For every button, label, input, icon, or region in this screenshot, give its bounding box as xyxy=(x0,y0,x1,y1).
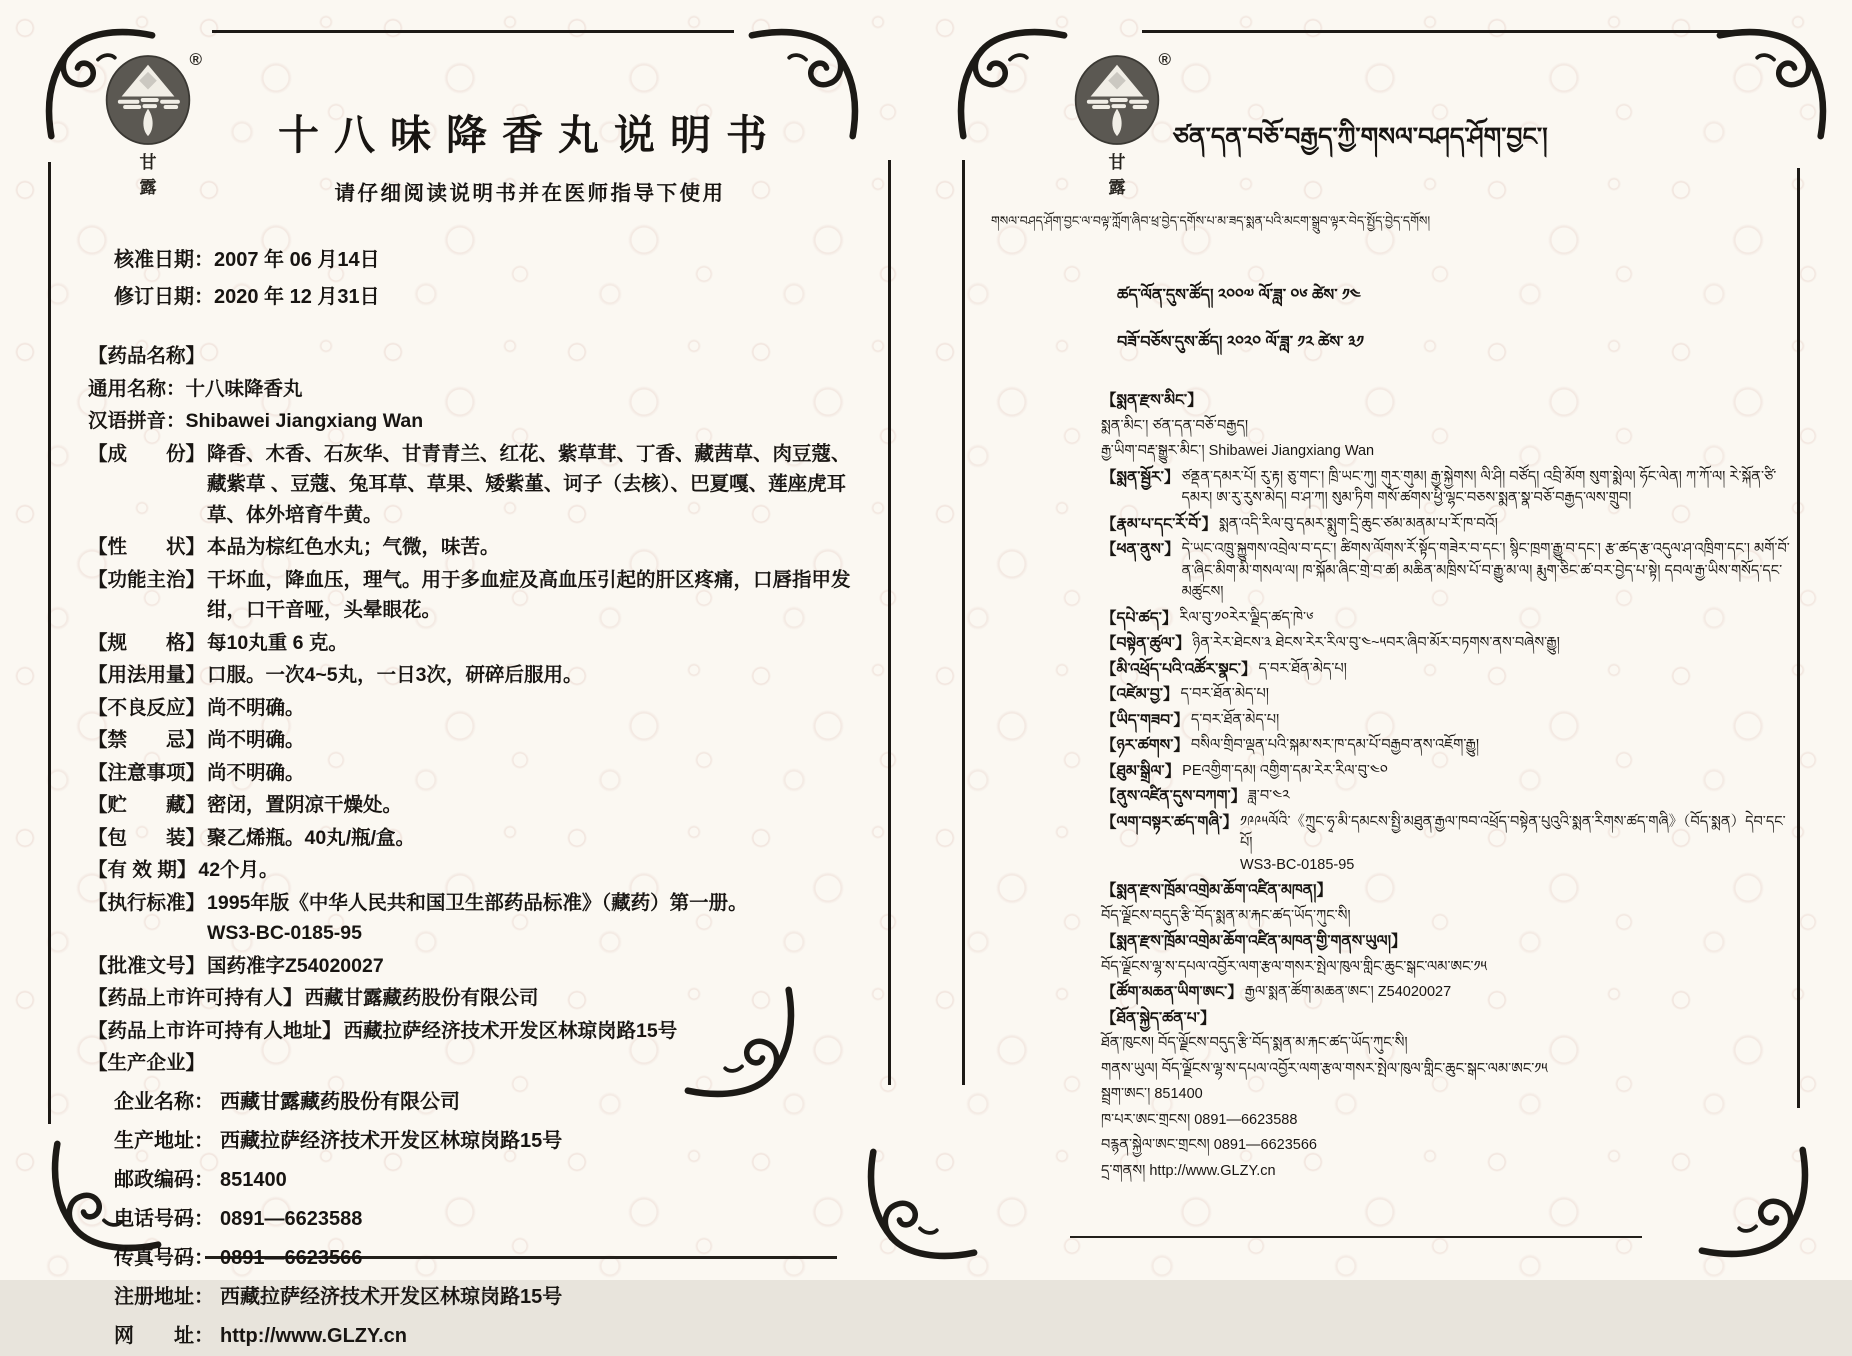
section-text: 西藏甘露藏药股份有限公司 xyxy=(304,987,539,1009)
section-label: 【规 格】 xyxy=(88,631,206,654)
section-label: 【成 份】 xyxy=(88,442,206,465)
info-label: 企业名称： xyxy=(114,1090,214,1113)
section-row xyxy=(1101,1033,1790,1055)
right-page-right-border xyxy=(1797,168,1800,1108)
section-text: སྦྲག་ཨང་། 851400 xyxy=(1101,1086,1203,1102)
section-row xyxy=(1101,761,1790,783)
page-title: 十八味降香丸说明书 xyxy=(278,112,782,158)
section-text-line2: WS3-BC-0185-95 xyxy=(1239,856,1355,873)
section-row xyxy=(88,406,860,437)
page-subtitle-tibetan: གསལ་བཤད་ཤོག་བྱང་ལ་བལྟ་ཀློག་ཞིབ་ཕྲ་བྱེད་དགོས་པ་མ་ཟད་སྨན་པའི་མངག་སྒྲུབ་ལྟར་བེད་སྤྱོད་བྱེད་དགོས། xyxy=(991,214,1431,228)
info-label: 网 址： xyxy=(114,1324,214,1347)
section-label: 【药品名称】 xyxy=(88,345,206,367)
section-text: 干坏血，降血压，理气。用于多血症及高血压引起的肝区疼痛，口唇指甲发绀，口干音哑，头晕眼花。 xyxy=(207,568,851,621)
section-label: 【སྨན་སྦྱོར་】 xyxy=(1101,468,1180,486)
section-row xyxy=(1101,1110,1790,1132)
section-text: རྒྱ་ཡིག་བརྡ་སྒྱུར་མིང་། Shibawei Jiangxiang Wan xyxy=(1101,443,1375,459)
page-title-tibetan: ཙན་དན་བཅོ་བརྒྱད་ཀྱི་གསལ་བཤད་ཤོག་བྱང་། xyxy=(1173,123,1548,151)
info-value: http://www.GLZY.cn xyxy=(220,1324,408,1347)
section-text: 每10丸重 6 克。 xyxy=(207,631,348,654)
section-text-line2: WS3-BC-0185-95 xyxy=(207,922,362,944)
logo-wordmark: 甘 露 xyxy=(1108,153,1152,197)
info-value: 851400 xyxy=(220,1168,287,1191)
section-text: 汉语拼音：Shibawei Jiangxiang Wan xyxy=(88,410,424,432)
section-row xyxy=(1101,1008,1790,1030)
section-row xyxy=(88,823,860,854)
section-text: བརྙན་སྐྱེལ་ཨང་གྲངས། 0891—6623566 xyxy=(1101,1137,1317,1153)
section-label: 【ཕན་ནུས་】 xyxy=(1101,541,1180,558)
section-row xyxy=(1101,1135,1790,1157)
section-row xyxy=(88,758,860,789)
section-text: སྨན་མིང་། ཙན་དན་བཅོ་བརྒྱད། xyxy=(1101,417,1249,434)
section-label: 【贮 藏】 xyxy=(88,794,206,816)
right-page-top-border xyxy=(1142,30,1742,33)
manufacturer-info-row xyxy=(114,1083,860,1122)
section-label: 【སྨན་རྫས་ཁྲོམ་འགྲེམ་ཆོག་འཛིན་མཁན་གྱི་གནས་ཡུལ།】 xyxy=(1101,933,1407,950)
left-page-top-border xyxy=(212,30,734,33)
section-text: བོད་ལྗོངས་ལྷ་ས་དཔལ་འབྱོར་ལག་རྩལ་གསར་སྤེལ་ཁུལ་གླིང་ཆུང་སྒང་ལམ་ཨང་༡༥ xyxy=(1101,958,1488,975)
section-row xyxy=(1101,982,1790,1004)
manufacturer-info-row xyxy=(114,1161,860,1200)
section-label: 【用法用量】 xyxy=(88,664,206,686)
section-label: 【ཡིད་གཟབ་】 xyxy=(1101,711,1189,729)
section-row xyxy=(1101,710,1790,732)
section-text: 本品为棕红色水丸；气微，味苦。 xyxy=(207,536,500,558)
section-text: 通用名称：十八味降香丸 xyxy=(88,377,303,400)
section-text: 西藏拉萨经济技术开发区林琼岗路15号 xyxy=(343,1019,678,1042)
right-page-left-border xyxy=(962,160,965,1085)
section-label: 【བསྟེན་ཚུལ་】 xyxy=(1101,635,1191,652)
section-row xyxy=(88,439,860,531)
manufacturer-info-row xyxy=(114,1278,860,1317)
page-chinese xyxy=(88,48,860,1356)
section-label: 【功能主治】 xyxy=(88,568,206,591)
section-row xyxy=(88,565,860,626)
section-label: 【མི་འཕྲོད་པའི་འཚོར་སྣང་】 xyxy=(1101,660,1257,678)
section-text: ད་བར་ཐོན་མེད་པ། xyxy=(1190,711,1280,728)
right-page-bottom-rule xyxy=(1070,1236,1642,1238)
section-row xyxy=(88,693,860,724)
section-text: 尚不明确。 xyxy=(207,696,305,719)
section-text: 口服。一次4~5丸，一日3次，研碎后服用。 xyxy=(207,664,583,686)
ganlu-snow-mountain-logo-icon xyxy=(104,54,192,146)
section-row xyxy=(1101,684,1790,706)
section-row xyxy=(1101,957,1790,979)
section-row xyxy=(1101,659,1790,681)
section-text: རིལ་བུ་༡༠རེར་ལྗིད་ཚད་ཁེ་༦ xyxy=(1179,609,1314,626)
section-label: 【禁 忌】 xyxy=(88,729,206,751)
manufacturer-info-row xyxy=(114,1239,860,1278)
section-text: ༡༩༩༥ལོའི་《ཀྲུང་ཧྭ་མི་དམངས་སྤྱི་མཐུན་རྒྱལ་ཁབ་འཕྲོད་བསྟེན་པུའུའི་སྨན་རིགས་ཚད་གཞི》（བོད་སྨན）དེབ་དང་པོ། WS3-BC-0185-95 xyxy=(1240,812,1790,877)
section-text: ཟླ་བ་༤༢ xyxy=(1248,788,1290,804)
section-row xyxy=(1101,1161,1790,1183)
manufacturer-info-row xyxy=(114,1200,860,1239)
section-row xyxy=(1101,735,1790,757)
revision-date-line: བཟོ་བཅོས་དུས་ཚོད། ༢༠༢༠ ལོ་ཟླ་ ༡༢ ཚེས་ ༣༡ xyxy=(1117,334,1364,351)
section-row xyxy=(1101,786,1790,808)
section-text xyxy=(1409,931,1790,953)
brand-logo xyxy=(88,50,208,198)
section-label: 【འཛེམ་བྱ་】 xyxy=(1101,686,1179,703)
section-text: ད་བར་ཐོན་མེད་པ། xyxy=(1258,660,1347,677)
info-value: 0891—6623588 xyxy=(220,1207,363,1230)
page-subtitle: 请仔细阅读说明书并在医师指导下使用 xyxy=(334,182,726,205)
section-text: PEའགྱིག་དམ། འགྱིག་དམ་རེར་རིལ་བུ་༤༠ xyxy=(1182,762,1388,779)
info-label: 注册地址： xyxy=(114,1285,214,1308)
section-row xyxy=(1101,812,1790,877)
section-text: ཙནྡན་དམར་པོ། རུ་རྟ། ཅུ་གང་། ཁྲི་ཡང་ཀུ། གུར་གུམ། རྒྱ་སྐྱེགས། ལི་ཤི། བཙོད། འབྲི་མོག སུག་སྨེལ། ཧོང་ལེན། ཀ་ཀོ་ལ། རེ་སྐོན་ཙི་དམར། ཨ་རུ་རུས་མེད། བ་ཤ་ཀ། སུམ་ཏིག གསོ་ཚགས་ཕྱི་ལྷང་བཅས་སྨན་སྣ་བཅོ་བརྒྱད་ལས་གྲུབ། xyxy=(1181,468,1777,506)
section-text xyxy=(207,341,860,372)
corner-ornament-right-page-bottom-left xyxy=(856,1150,984,1262)
section-text: ད་བར་ཐོན་མེད་པ། xyxy=(1180,686,1269,702)
manufacturer-info-row xyxy=(114,1317,860,1356)
section-text: 尚不明确。 xyxy=(207,729,305,751)
section-row xyxy=(88,341,860,372)
section-row xyxy=(88,888,860,949)
section-row xyxy=(88,725,860,756)
section-text xyxy=(1334,880,1790,902)
registered-trademark-icon: ® xyxy=(1158,50,1171,69)
date-block xyxy=(1117,272,1790,366)
logo-wordmark: 甘 露 xyxy=(139,153,183,197)
section-label: 【ཚོག་མཆན་ཡིག་ཨང་】 xyxy=(1101,984,1243,1001)
section-label: 【ཐུམ་སྒྲིལ་】 xyxy=(1101,762,1181,780)
section-text xyxy=(207,1048,860,1079)
section-row xyxy=(1101,514,1790,536)
approval-date-line: 核准日期：2007 年 06 月14日 xyxy=(114,249,380,271)
section-text: བསིལ་གྲིབ་ལྡན་པའི་སྐམ་སར་ཁ་དམ་པོ་བརྒྱབ་ནས་འཇོག་རྒྱུ། xyxy=(1190,737,1480,753)
section-row xyxy=(88,790,860,821)
section-row xyxy=(88,1048,860,1079)
section-row xyxy=(1101,931,1790,953)
section-text: 降香、木香、石灰华、甘青青兰、红花、紫草茸、丁香、藏茜草、肉豆蔻、 藏紫草 、豆蔻、兔耳草、草果、矮紫堇、诃子（去核）、巴夏嘎、莲座虎耳草、体外培育牛黄。 xyxy=(207,442,851,526)
brand-logo xyxy=(1057,50,1177,198)
registered-trademark-icon: ® xyxy=(189,50,202,69)
section-row xyxy=(1101,1084,1790,1106)
section-row xyxy=(88,628,860,659)
section-label: 【ཉར་ཚགས་】 xyxy=(1101,737,1189,754)
section-label: 【ལག་བསྟར་ཚད་གཞི་】 xyxy=(1101,813,1238,831)
section-label: 【不良反应】 xyxy=(88,696,206,719)
section-row xyxy=(1101,416,1790,438)
section-label: 【དཔེ་ཚད་】 xyxy=(1101,609,1178,627)
approval-date-line: ཚད་ལོན་དུས་ཚོད། ༢༠༠༧ ལོ་ཟླ་ ༠༦ ཚེས་ ༡༤ xyxy=(1117,287,1361,304)
revision-date-line: 修订日期：2020 年 12 月31日 xyxy=(114,286,380,308)
ganlu-snow-mountain-logo-icon xyxy=(1073,54,1161,146)
section-text: བོད་ལྗོངས་བདུད་རྩི་བོད་སྨན་མ་རྐང་ཚད་ཡོད་ཀུང་སི། xyxy=(1101,907,1351,924)
section-row xyxy=(1101,1059,1790,1081)
info-value: 西藏拉萨经济技术开发区林琼岗路15号 xyxy=(220,1129,563,1152)
section-row xyxy=(1101,390,1790,412)
section-text: 1995年版《中华人民共和国卫生部药品标准》（藏药）第一册。 WS3-BC-0185-95 xyxy=(207,888,860,949)
section-label: 【药品上市许可持有人地址】 xyxy=(88,1019,342,1042)
section-row xyxy=(88,983,860,1014)
info-label: 传真号码： xyxy=(114,1246,214,1269)
section-label: 【药品上市许可持有人】 xyxy=(88,987,303,1009)
section-row xyxy=(88,374,860,405)
section-label: 【生产企业】 xyxy=(88,1052,206,1074)
section-label: 【སྨན་རྫས་མིང་】 xyxy=(1101,392,1203,409)
section-row xyxy=(88,951,860,982)
section-label: 【ནུས་འཛིན་དུས་བཀག་】 xyxy=(1101,788,1247,805)
section-text: 聚乙烯瓶。40丸/瓶/盒。 xyxy=(207,826,416,849)
section-row xyxy=(1101,467,1790,510)
section-row xyxy=(1101,608,1790,630)
section-text xyxy=(1217,1008,1790,1030)
section-text: 尚不明确。 xyxy=(207,761,305,784)
left-page-right-border xyxy=(888,160,891,1085)
section-text: རྒྱལ་སྨན་ཚོག་མཆན་ཨང་། Z54020027 xyxy=(1244,984,1452,1000)
section-text: ཁ་པར་ཨང་གྲངས། 0891—6623588 xyxy=(1101,1111,1298,1128)
section-text: 42个月。 xyxy=(198,859,279,881)
section-label: 【有 效 期】 xyxy=(88,859,197,881)
page-tibetan xyxy=(985,48,1790,1186)
section-text: 国药准字Z54020027 xyxy=(207,954,384,977)
section-label: 【执行标准】 xyxy=(88,891,206,914)
section-label: 【包 装】 xyxy=(88,826,206,849)
section-row xyxy=(88,660,860,691)
section-label: 【批准文号】 xyxy=(88,954,206,977)
info-label: 电话号码： xyxy=(114,1207,214,1230)
section-row xyxy=(1101,539,1790,604)
section-label: 【རྣམ་པ་དང་རོ་བོ་】 xyxy=(1101,515,1217,533)
section-row xyxy=(1101,880,1790,902)
section-label: 【ཐོན་སྐྱེད་ཚན་པ་】 xyxy=(1101,1009,1216,1027)
manufacturer-info-row xyxy=(114,1122,860,1161)
section-text: ཉིན་རེར་ཐེངས་༣ ཐེངས་རེར་རིལ་བུ་༤~༥བར་ཞིབ་མོར་བཏགས་ནས་བཞེས་རྒྱུ། xyxy=(1192,635,1560,651)
section-text: 密闭，置阴凉干燥处。 xyxy=(207,794,403,816)
section-text: ཐོན་ཁུངས། བོད་ལྗོངས་བདུད་རྩི་བོད་སྨན་མ་རྐང་ཚད་ཡོད་ཀུང་སི། xyxy=(1101,1035,1408,1051)
section-list xyxy=(88,341,860,1079)
manufacturer-info-list xyxy=(88,1083,860,1356)
section-label: 【性 状】 xyxy=(88,536,206,558)
section-row xyxy=(88,532,860,563)
info-value: 0891—6623566 xyxy=(220,1246,363,1269)
section-text: དེ་ཡང་འཁྲུ་སྐྱུགས་འབྲེལ་བ་དང་། ཚིགས་ལོགས་རོ་སྟོད་གཟེར་བ་དང་། སྙིང་ཁྲག་རྒྱུ་བ་དང་། རྩ་ཚད་རྩ་འདུལ་ཤ་འཁྲིག་དང་། མགོ་བོ་ན་ཞིང་མིག་མི་གསལ་ལ། ཁ་སྐོམ་ཞིང་གྲེ་བ་ཚ། མཆིན་མཁྲིས་པོ་བ་རྒྱུ་མ་ལ། རྨུག་ཅིང་ཚ་བར་བྱེད་པ་སྟེ། དབལ་རྒྱ་ཡིས་གསོད་དང་མཚུངས། xyxy=(1181,541,1790,600)
section-row xyxy=(88,1016,860,1047)
section-row xyxy=(88,855,860,886)
left-page-left-border xyxy=(48,162,51,1124)
info-value: 西藏拉萨经济技术开发区林琼岗路15号 xyxy=(220,1285,563,1308)
section-text: གནས་ཡུལ། བོད་ལྗོངས་ལྷ་ས་དཔལ་འབྱོར་ལག་རྩལ་གསར་སྤེལ་ཁུལ་གླིང་ཆུང་སྒང་ལམ་ཨང་༡༥ xyxy=(1101,1060,1548,1077)
section-list xyxy=(1101,390,1790,1182)
section-text: སྨན་འདི་རིལ་བུ་དམར་སྨུག་དྲི་ཆུང་ཙམ་མནམ་པ་རོ་ཁ་བའོ། xyxy=(1218,515,1498,532)
section-text: དྲ་གནས། http://www.GLZY.cn xyxy=(1101,1162,1276,1179)
section-label: 【注意事项】 xyxy=(88,761,206,784)
info-label: 生产地址： xyxy=(114,1129,214,1152)
section-text xyxy=(1205,390,1790,412)
date-block xyxy=(114,242,860,316)
info-label: 邮政编码： xyxy=(114,1168,214,1191)
section-row xyxy=(1101,906,1790,928)
info-value: 西藏甘露藏药股份有限公司 xyxy=(220,1090,460,1113)
section-row xyxy=(1101,633,1790,655)
section-row xyxy=(1101,441,1790,463)
section-label: 【སྨན་རྫས་ཁྲོམ་འགྲེམ་ཆོག་འཛིན་མཁན།】 xyxy=(1101,882,1332,899)
